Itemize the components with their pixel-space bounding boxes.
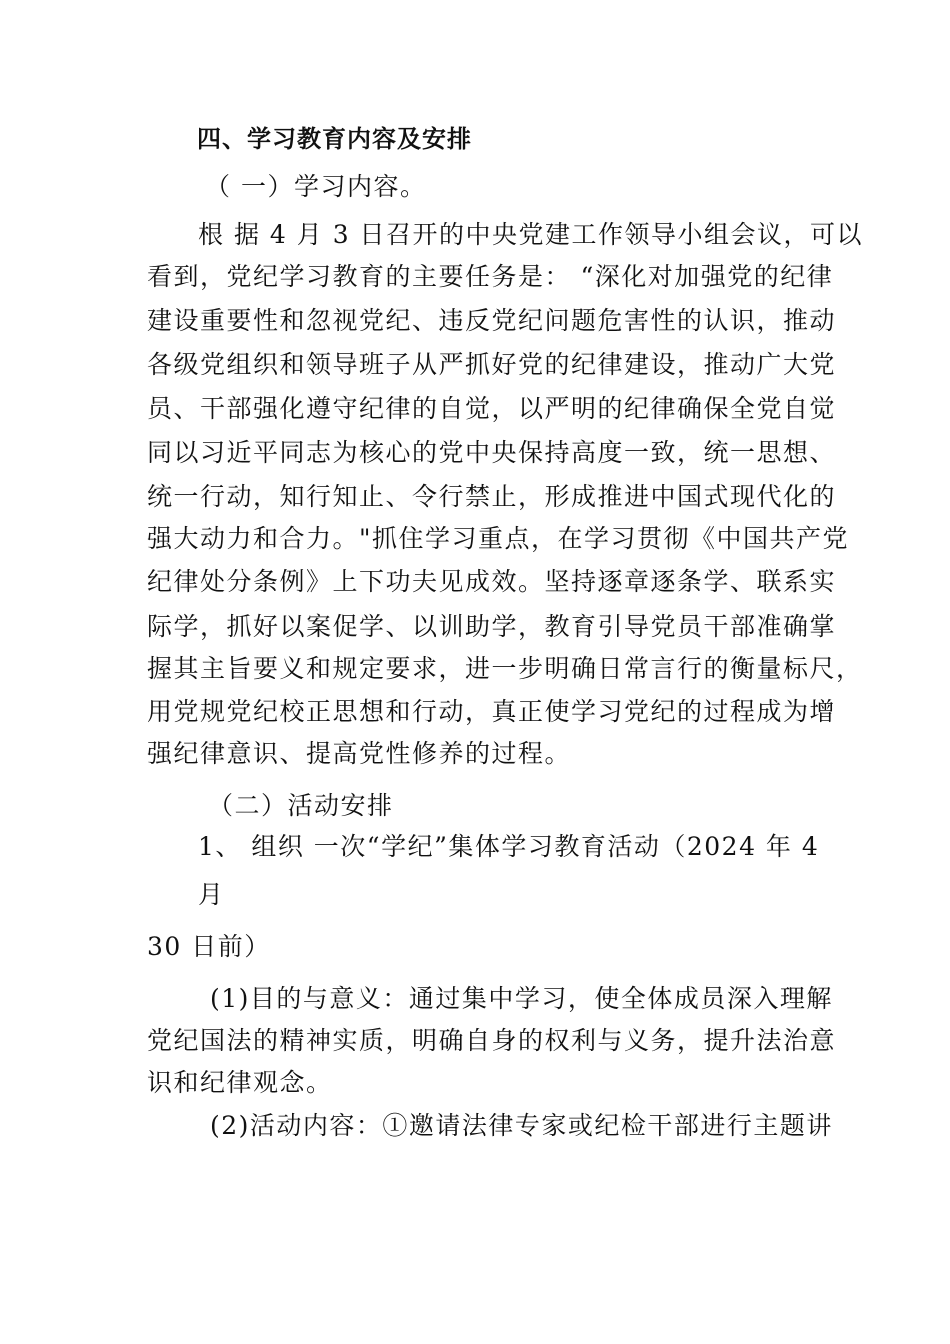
section-heading: 四、学习教育内容及安排 — [197, 125, 472, 153]
paragraph-line: 各级党组织和领导班子从严抓好党的纪律建设，推动广大党 — [147, 350, 837, 379]
paragraph-line: 纪律处分条例》上下功夫见成效。坚持逐章逐条学、联系实 — [147, 567, 837, 596]
subsection-1-title: （ 一）学习内容。 — [205, 172, 427, 201]
paragraph-line: 员、干部强化遵守纪律的自觉，以严明的纪律确保全党自觉 — [147, 394, 837, 423]
purpose-line: (1)目的与意义：通过集中学习，使全体成员深入理解 — [210, 984, 833, 1013]
paragraph-line: 际学，抓好以案促学、以训助学，教育引导党员干部准确掌 — [147, 612, 837, 641]
paragraph-line: 建设重要性和忽视党纪、违反党纪问题危害性的认识，推动 — [147, 306, 837, 335]
purpose-line: 识和纪律观念。 — [147, 1068, 333, 1097]
paragraph-line: 根 据 4 月 3 日召开的中央党建工作领导小组会议，可以 — [198, 220, 864, 249]
content-line: (2)活动内容：①邀请法律专家或纪检干部进行主题讲 — [210, 1111, 833, 1140]
paragraph-line: 握其主旨要义和规定要求，进一步明确日常言行的衡量标尺， — [147, 654, 863, 683]
paragraph-line: 同以习近平同志为核心的党中央保持高度一致，统一思想、 — [147, 438, 837, 467]
activity-item-line: 月 — [198, 880, 225, 909]
activity-item-line: 1、 组织 一次“学纪”集体学习教育活动（2024 年 4 — [198, 832, 820, 861]
paragraph-line: 强纪律意识、提高党性修养的过程。 — [147, 739, 572, 768]
paragraph-line: 统一行动，知行知止、令行禁止，形成推进中国式现代化的 — [147, 482, 837, 511]
paragraph-line: 用党规党纪校正思想和行动，真正使学习党纪的过程成为增 — [147, 697, 837, 726]
subsection-2-title: （二）活动安排 — [208, 791, 394, 820]
paragraph-line: 强大动力和合力。"抓住学习重点，在学习贯彻《中国共产党 — [147, 524, 850, 553]
activity-item-line: 30 日前） — [147, 932, 271, 961]
paragraph-line: 看到，党纪学习教育的主要任务是： “深化对加强党的纪律 — [147, 262, 834, 291]
purpose-line: 党纪国法的精神实质，明确自身的权利与义务，提升法治意 — [147, 1026, 837, 1055]
